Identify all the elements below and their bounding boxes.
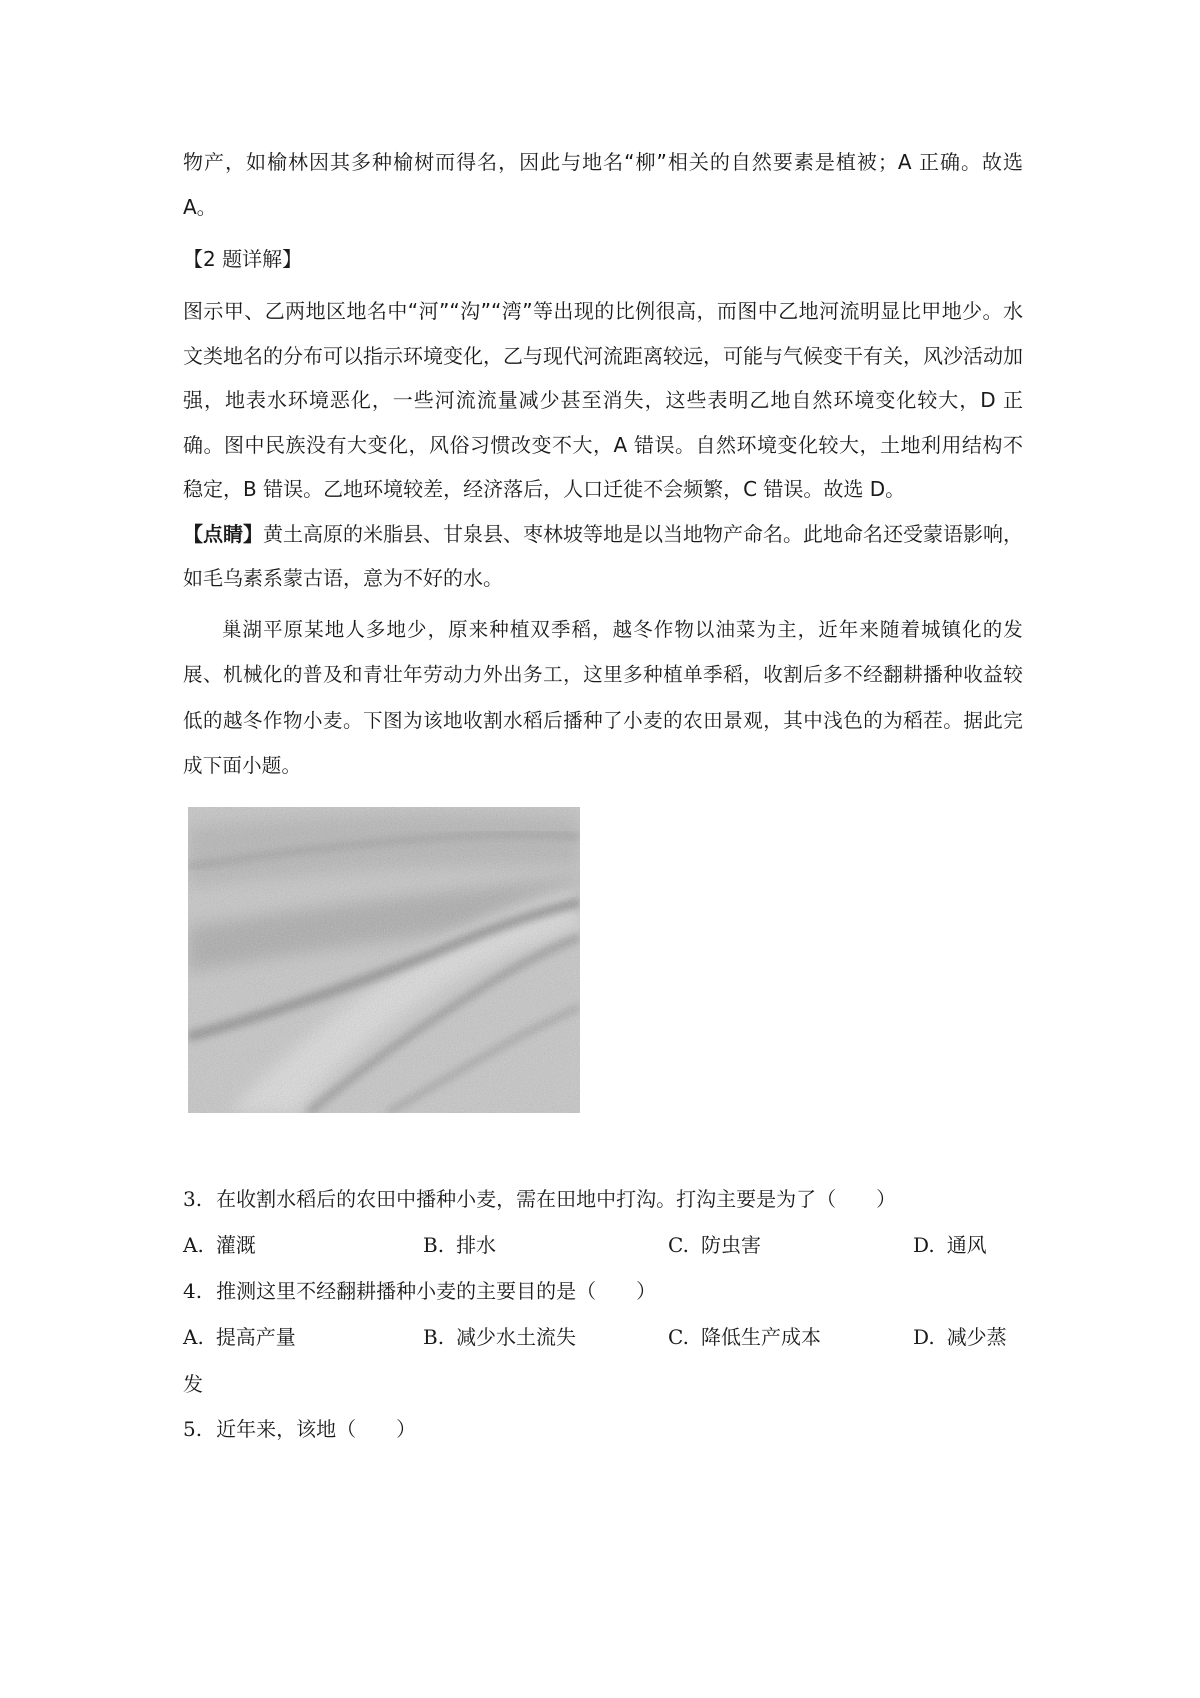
q4-option-a[interactable]: A. 提高产量 bbox=[183, 1324, 296, 1349]
document-page bbox=[183, 140, 1023, 1451]
question-4 bbox=[183, 1269, 1023, 1313]
q4-option-d-wrap: 发 bbox=[183, 1371, 203, 1396]
q3-option-c[interactable]: C. 防虫害 bbox=[668, 1232, 761, 1257]
question-stem: 巢湖平原某地人多地少，原来种植双季稻，越冬作物以油菜为主，近年来随着城镇化的发展、机械化的普及和青壮年劳动力外出务工，这里多种植单季稻，收割后多不经翻耕播种收益较低的越冬作物小麦。下图为该地收割水稻后播种了小麦的农田景观，其中浅色的为稻茬。据此完成下面小题。 bbox=[183, 617, 1023, 777]
questions-list bbox=[183, 1177, 1023, 1451]
question-5-number: 5. bbox=[183, 1416, 203, 1441]
question-5-text: 近年来，该地（ ） bbox=[216, 1416, 417, 1441]
question-3-number: 3. bbox=[183, 1186, 203, 1211]
farmland-photo bbox=[188, 807, 580, 1113]
question-3-options bbox=[183, 1221, 1023, 1269]
previous-answer-text: 物产，如榆林因其多种榆树而得名，因此与地名“柳”相关的自然要素是植被；A 正确。故选 A。 bbox=[183, 150, 1023, 219]
question-3 bbox=[183, 1177, 1023, 1221]
q4-option-d[interactable]: D. 减少蒸 bbox=[913, 1324, 1007, 1349]
dianjing-paragraph bbox=[183, 512, 1023, 601]
dianjing-tag: 【点睛】 bbox=[183, 521, 263, 546]
q2-detail-text: 图示甲、乙两地区地名中“河”“沟”“湾”等出现的比例很高，而图中乙地河流明显比甲地少。水文类地名的分布可以指示环境变化，乙与现代河流距离较远，可能与气候变干有关，风沙活动加强，地表水环境恶化，一些河流流量减少甚至消失，这些表明乙地自然环境变化较大，D 正确。图中民族没有大变化，风俗习惯改变不大，A 错误。自然环境变化较大，土地利用结构不稳定，B 错误。乙地环境较差，经济落后，人口迁徙不会频繁，C 错误。故选 D。 bbox=[183, 299, 1023, 501]
q2-detail-label: 【2 题详解】 bbox=[183, 247, 303, 271]
question-3-text: 在收割水稻后的农田中播种小麦，需在田地中打沟。打沟主要是为了（ ） bbox=[216, 1186, 897, 1211]
question-5 bbox=[183, 1407, 1023, 1451]
q4-option-b[interactable]: B. 减少水土流失 bbox=[423, 1324, 577, 1349]
farmland-photo-image bbox=[188, 807, 580, 1113]
question-4-text: 推测这里不经翻耕播种小麦的主要目的是（ ） bbox=[216, 1278, 657, 1303]
question-4-options bbox=[183, 1313, 1023, 1361]
q3-option-a[interactable]: A. 灌溉 bbox=[183, 1232, 256, 1257]
dianjing-text: 黄土高原的米脂县、甘泉县、枣林坡等地是以当地物产命名。此地命名还受蒙语影响，如毛乌素系蒙古语，意为不好的水。 bbox=[183, 521, 1023, 590]
q3-option-b[interactable]: B. 排水 bbox=[423, 1232, 497, 1257]
q4-option-c[interactable]: C. 降低生产成本 bbox=[668, 1324, 821, 1349]
question-4-number: 4. bbox=[183, 1278, 203, 1303]
q3-option-d[interactable]: D. 通风 bbox=[913, 1232, 987, 1257]
